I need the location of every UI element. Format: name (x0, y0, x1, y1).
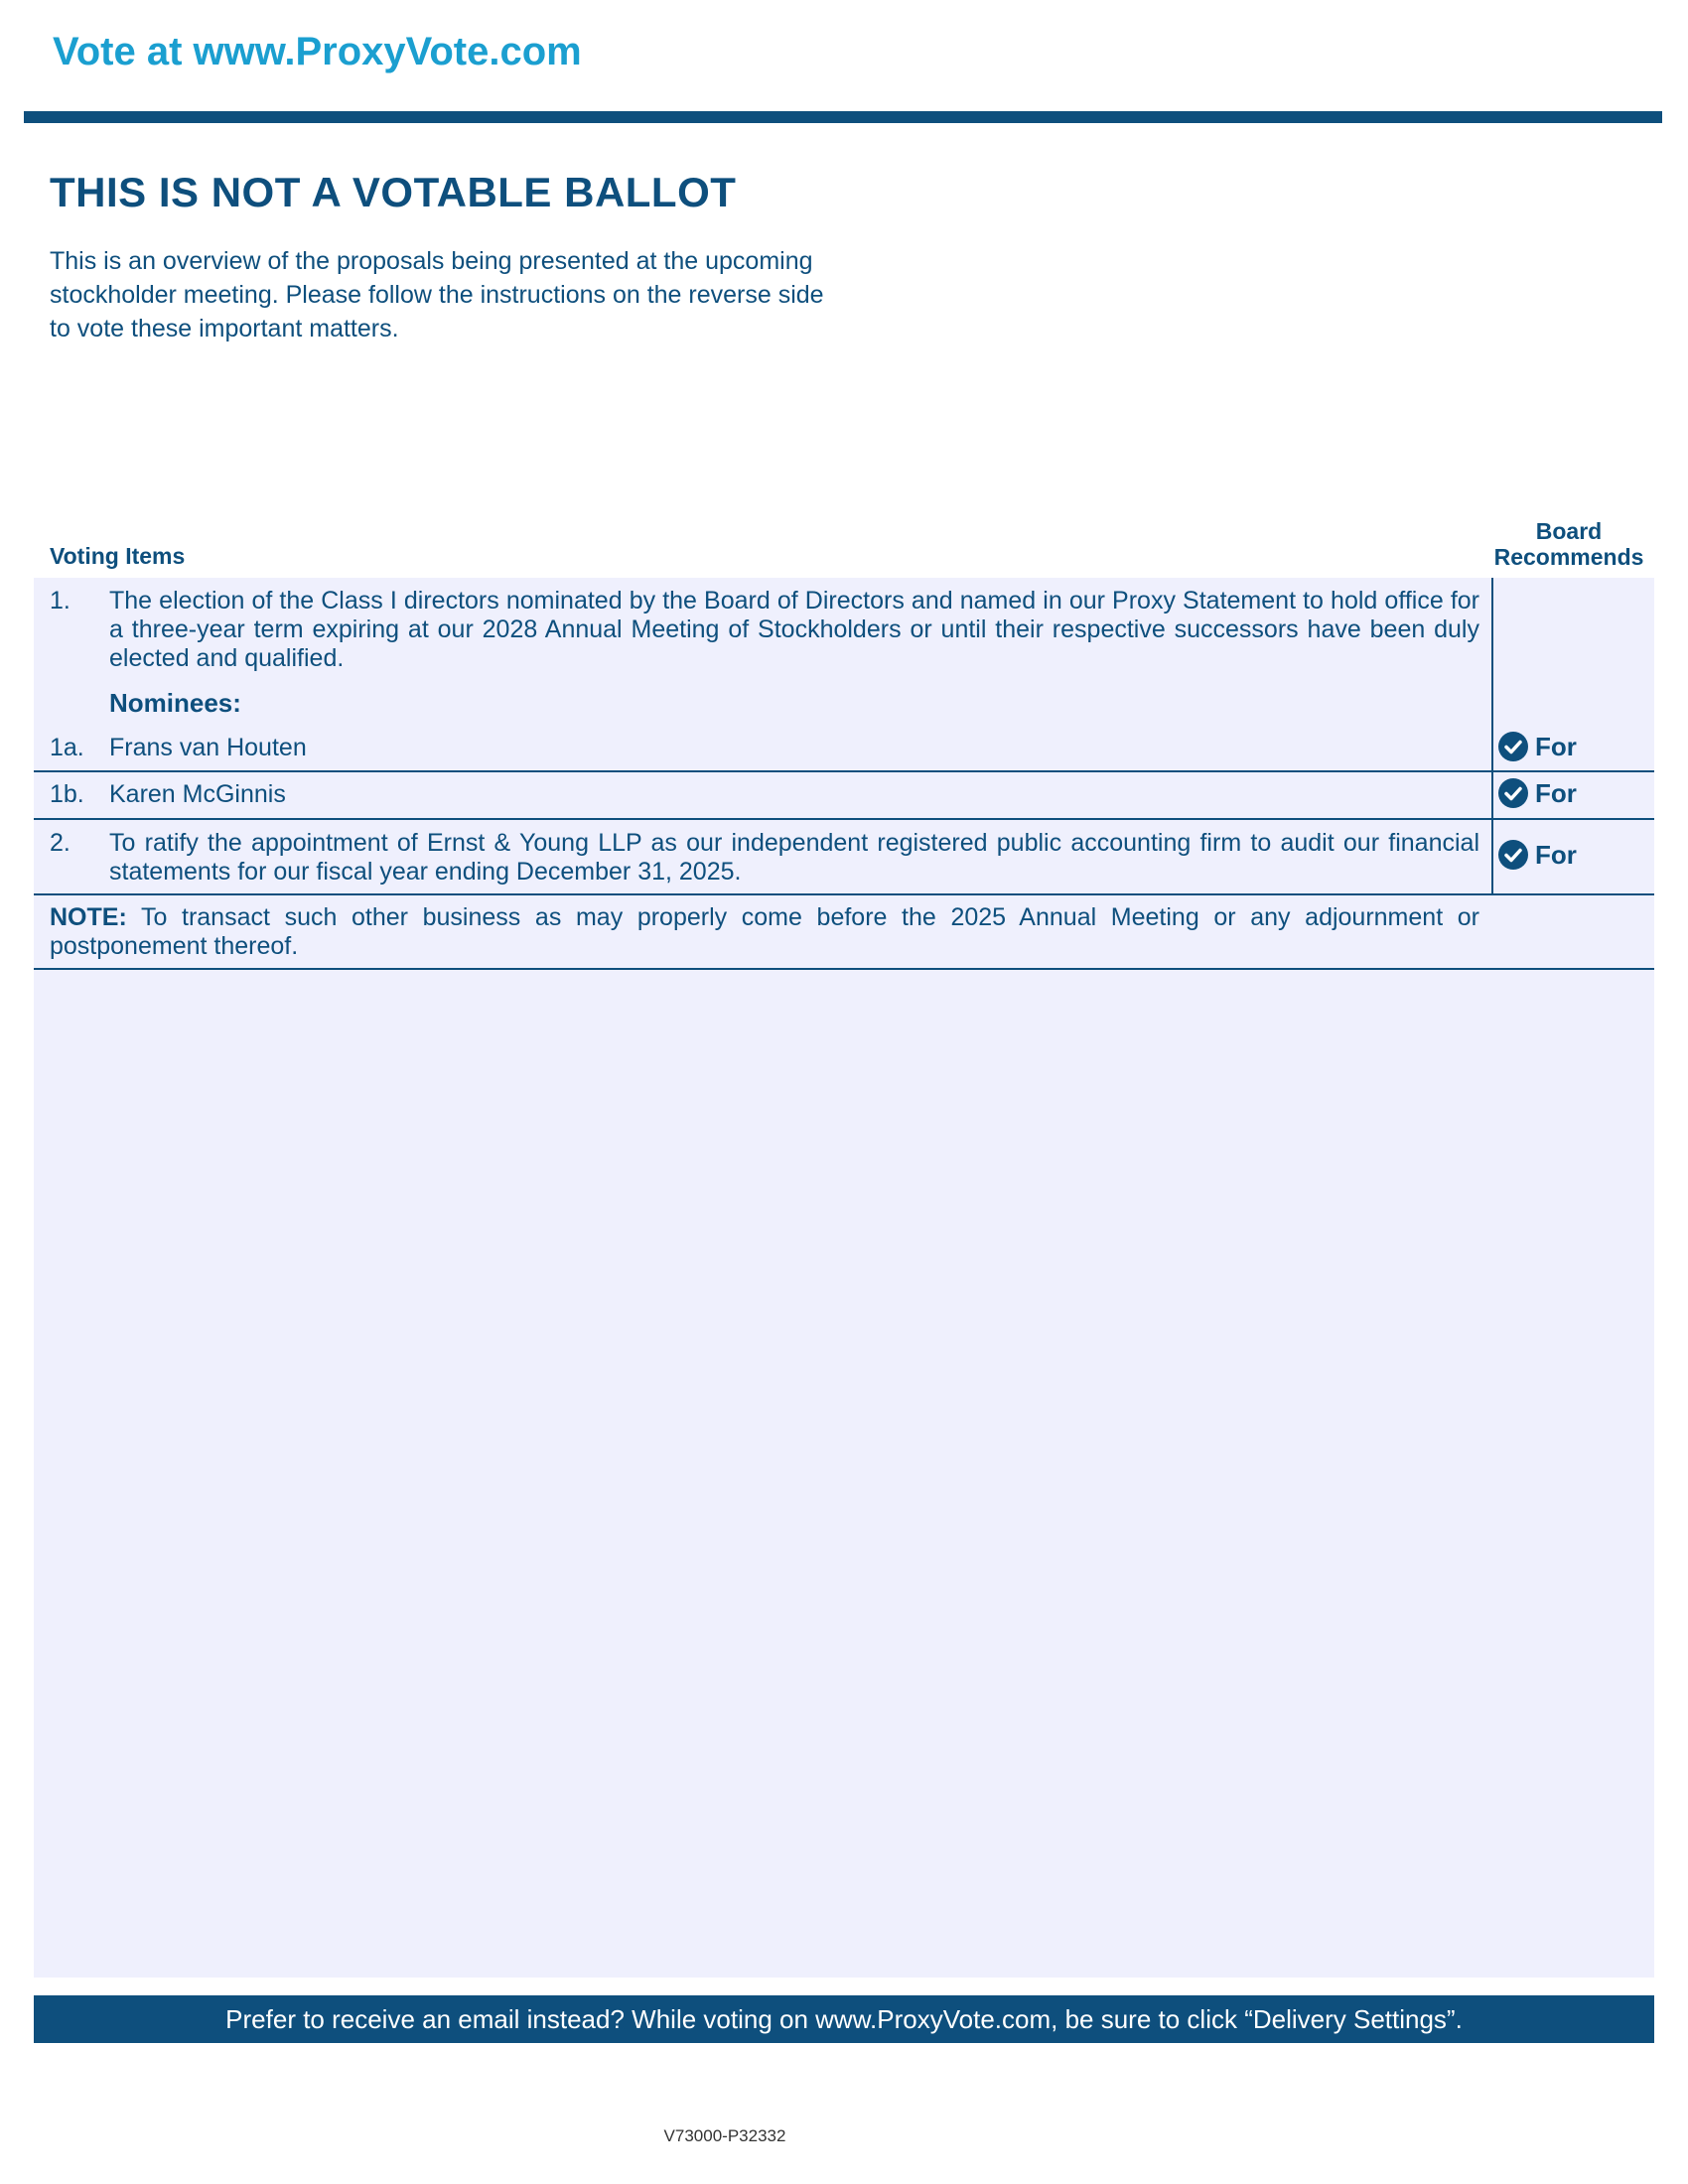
note-label: NOTE: (50, 903, 127, 931)
note (50, 903, 1479, 961)
item-text: To ratify the appointment of Ernst & Young LLP as our independent registered public accounting firm to audit our financial statements for our fiscal year ending December 31, 2025. (109, 829, 1479, 886)
recommendation-label: For (1535, 731, 1577, 761)
row-divider (34, 968, 1654, 970)
check-circle-icon (1497, 731, 1529, 762)
item-number: 2. (50, 829, 70, 857)
recommendation-label: For (1535, 839, 1577, 870)
recommendation (1497, 731, 1577, 762)
recommendation (1497, 777, 1577, 809)
item-number: 1b. (50, 780, 84, 808)
nominee-name: Frans van Houten (109, 734, 307, 761)
board-recommends-header: Board Recommends (1493, 518, 1644, 570)
recommendation-label: For (1535, 777, 1577, 808)
check-circle-icon (1497, 839, 1529, 871)
row-divider (34, 818, 1654, 820)
column-divider (1491, 578, 1493, 895)
voting-items-header: Voting Items (50, 543, 186, 569)
row-divider (34, 770, 1654, 772)
footer-banner: Prefer to receive an email instead? While voting on www.ProxyVote.com, be sure to click “Delivery Settings”. (34, 1995, 1654, 2043)
recommendation (1497, 839, 1577, 871)
nominees-label: Nominees: (109, 688, 241, 718)
check-circle-icon (1497, 777, 1529, 809)
note-text: To transact such other business as may properly come before the 2025 Annual Meeting or any adjournment or postponement thereof. (50, 903, 1479, 960)
item-number: 1a. (50, 734, 84, 761)
item-text: The election of the Class I directors nominated by the Board of Directors and named in our Proxy Statement to hold office for a three-year term expiring at our 2028 Annual Meeting of Stockholders or until their respective successors have been duly elected and qualified. (109, 587, 1479, 672)
row-divider (34, 893, 1654, 895)
header-title: Vote at www.ProxyVote.com (53, 30, 582, 73)
nominee-name: Karen McGinnis (109, 780, 286, 808)
item-number: 1. (50, 587, 70, 614)
intro-text: This is an overview of the proposals being presented at the upcoming stockholder meeting. Please follow the instructions on the reverse side to vote these important matters. (50, 247, 824, 342)
page-title: THIS IS NOT A VOTABLE BALLOT (50, 169, 737, 215)
header-rule (24, 111, 1662, 123)
document-code: V73000-P32332 (663, 2126, 786, 2145)
